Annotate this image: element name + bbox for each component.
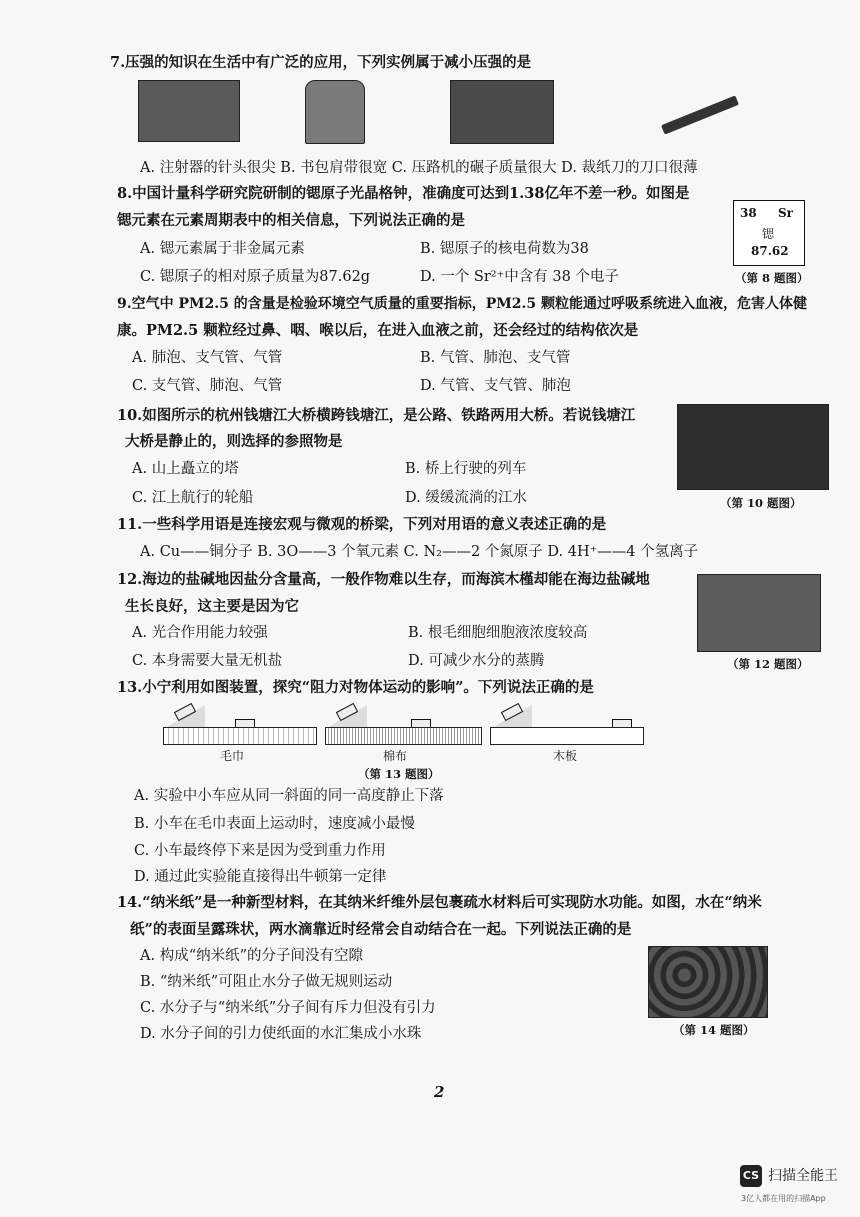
surface-towel — [163, 727, 317, 745]
q10-caption: （第 10 题图） — [720, 496, 802, 510]
q8-option-d: D. 一个 Sr²⁺中含有 38 个电子 — [420, 269, 619, 285]
q7-image-schoolbag — [305, 80, 365, 144]
q11-stem: 11.一些科学用语是连接宏观与微观的桥梁，下列对用语的意义表述正确的是 — [117, 516, 607, 533]
q14-option-a: A. 构成“纳米纸”的分子间没有空隙 — [140, 948, 364, 964]
q7-options: A. 注射器的针头很尖 B. 书包肩带很宽 C. 压路机的碾子质量很大 D. 裁纸刀的刀口很薄 — [140, 160, 698, 176]
q8-option-a: A. 锶元素属于非金属元素 — [140, 241, 305, 257]
q13-option-c: C. 小车最终停下来是因为受到重力作用 — [134, 843, 386, 859]
q11-options: A. Cu——铜分子 B. 3O——3 个氧元素 C. N₂——2 个氮原子 D. 4H⁺——4 个氢离子 — [140, 544, 699, 560]
q10-option-d: D. 缓缓流淌的江水 — [405, 490, 527, 506]
q12-caption: （第 12 题图） — [727, 657, 809, 671]
element-symbol: Sr — [778, 206, 793, 220]
q12-option-b: B. 根毛细胞细胞液浓度较高 — [408, 625, 588, 641]
q8-option-b: B. 锶原子的核电荷数为38 — [420, 241, 589, 257]
q13-label-wood: 木板 — [553, 749, 578, 763]
q14-option-b: B. “纳米纸”可阻止水分子做无规则运动 — [140, 974, 393, 990]
q10-option-b: B. 桥上行驶的列车 — [405, 461, 527, 477]
q13-setup-cotton — [325, 705, 485, 745]
q8-option-c: C. 锶原子的相对原子质量为87.62g — [140, 269, 371, 285]
q10-stem-line1: 10.如图所示的杭州钱塘江大桥横跨钱塘江，是公路、铁路两用大桥。若说钱塘江 — [117, 407, 636, 424]
element-number: 38 — [740, 206, 757, 220]
q10-option-a: A. 山上矗立的塔 — [132, 461, 239, 477]
q12-stem-line2: 生长良好，这主要是因为它 — [125, 598, 299, 615]
q14-caption: （第 14 题图） — [673, 1023, 755, 1037]
q9-option-b: B. 气管、肺泡、支气管 — [420, 350, 571, 366]
footer-app-name: 扫描全能王 — [768, 1168, 838, 1184]
q7-image-road-roller — [450, 80, 554, 144]
q13-setup-wood — [490, 705, 650, 745]
q8-stem-line1: 8.中国计量科学研究院研制的锶原子光晶格钟，准确度可达到1.38亿年不差一秒。如图是 — [117, 185, 690, 202]
q13-option-a: A. 实验中小车应从同一斜面的同一高度静止下落 — [134, 788, 444, 804]
q14-option-c: C. 水分子与“纳米纸”分子间有斥力但没有引力 — [140, 1000, 436, 1016]
q10-option-c: C. 江上航行的轮船 — [132, 490, 254, 506]
q14-stem-line2: 纸”的表面呈露珠状，两水滴靠近时经常会自动结合在一起。下列说法正确的是 — [130, 921, 632, 938]
strontium-element-box — [733, 200, 805, 266]
camscanner-logo-icon: CS — [740, 1165, 762, 1187]
q10-image-qiantang-bridge — [677, 404, 829, 490]
q9-option-a: A. 肺泡、支气管、气管 — [132, 350, 283, 366]
surface-cotton — [325, 727, 482, 745]
element-name: 锶 — [762, 227, 775, 241]
q13-option-b: B. 小车在毛巾表面上运动时，速度减小最慢 — [134, 816, 415, 832]
footer-tagline: 3亿人都在用的扫描App — [741, 1194, 826, 1203]
q13-caption: （第 13 题图） — [358, 767, 440, 781]
q13-option-d: D. 通过此实验能直接得出牛顿第一定律 — [134, 869, 387, 885]
q7-image-syringe — [138, 80, 240, 142]
q9-option-d: D. 气管、支气管、肺泡 — [420, 378, 571, 394]
q8-stem-line2: 锶元素在元素周期表中的相关信息，下列说法正确的是 — [117, 212, 465, 229]
element-mass: 87.62 — [751, 244, 789, 258]
q12-option-c: C. 本身需要大量无机盐 — [132, 653, 283, 669]
surface-wood — [490, 727, 644, 745]
page-number: 2 — [434, 1083, 445, 1101]
q13-label-towel: 毛巾 — [220, 749, 245, 763]
q7-stem: 7.压强的知识在生活中有广泛的应用，下列实例属于减小压强的是 — [110, 54, 532, 71]
q12-image-hibiscus — [697, 574, 821, 652]
q14-image-nano-paper — [648, 946, 768, 1018]
q13-label-cotton: 棉布 — [383, 749, 408, 763]
q14-option-d: D. 水分子间的引力使纸面的水汇集成小水珠 — [140, 1026, 422, 1042]
q9-stem-line2: 康。PM2.5 颗粒经过鼻、咽、喉以后，在进入血液之前，还会经过的结构依次是 — [117, 322, 639, 339]
q13-stem: 13.小宁利用如图装置，探究“阻力对物体运动的影响”。下列说法正确的是 — [117, 679, 594, 696]
q12-stem-line1: 12.海边的盐碱地因盐分含量高，一般作物难以生存，而海滨木槿却能在海边盐碱地 — [117, 571, 650, 588]
q9-option-c: C. 支气管、肺泡、气管 — [132, 378, 283, 394]
q10-stem-line2: 大桥是静止的，则选择的参照物是 — [125, 433, 343, 450]
q14-stem-line1: 14.“纳米纸”是一种新型材料，在其纳米纤维外层包裹疏水材料后可实现防水功能。如图，水在“纳米 — [117, 894, 762, 911]
q9-stem-line1: 9.空气中 PM2.5 的含量是检验环境空气质量的重要指标，PM2.5 颗粒能通过呼吸系统进入血液，危害人体健 — [117, 296, 807, 312]
q13-setup-towel — [163, 705, 320, 745]
q12-option-d: D. 可减少水分的蒸腾 — [408, 653, 545, 669]
q12-option-a: A. 光合作用能力较强 — [132, 625, 268, 641]
q7-image-paper-cutter — [661, 95, 739, 134]
q8-caption: （第 8 题图） — [735, 271, 809, 285]
